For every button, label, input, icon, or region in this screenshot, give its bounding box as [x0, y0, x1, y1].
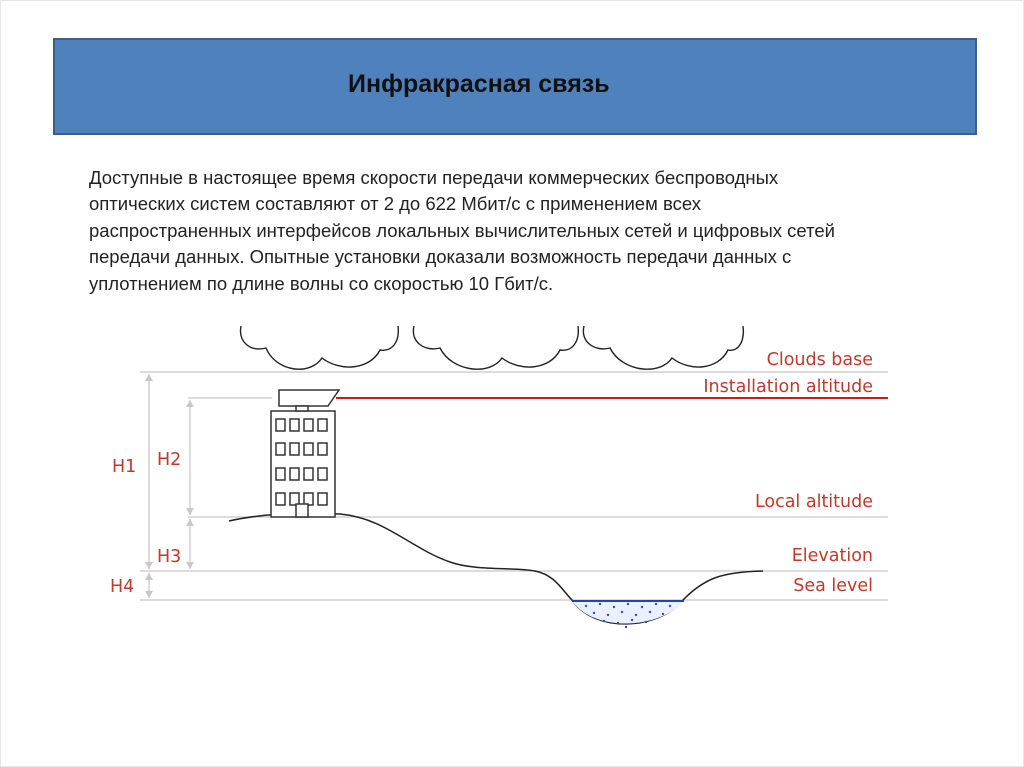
building-door	[296, 504, 308, 517]
slide-title: Инфракрасная связь	[348, 70, 610, 98]
h2-label: H2	[157, 450, 182, 470]
building-icon	[271, 390, 339, 517]
h1-label: H1	[112, 457, 137, 477]
cloud	[583, 326, 743, 369]
local-altitude-label: Local altitude	[754, 492, 873, 512]
installation-altitude-label: Installation altitude	[703, 377, 873, 397]
body-line: Доступные в настоящее время скорости передачи коммерческих беспроводных	[89, 167, 779, 188]
cloud	[413, 326, 578, 369]
body-line: уплотнением по длине волны со скоростью 10 Гбит/с.	[89, 272, 554, 294]
body-line: передачи данных. Опытные установки доказали возможность передачи данных с	[89, 246, 792, 268]
h4-label: H4	[110, 577, 135, 597]
clouds-base-label: Clouds base	[766, 350, 873, 370]
body-line: распространенных интерфейсов локальных вычислительных сетей и цифровых сетей	[89, 219, 835, 241]
transceiver-icon	[279, 390, 339, 406]
clouds	[241, 326, 744, 369]
sea-level-label: Sea level	[793, 576, 873, 596]
cloud	[241, 326, 399, 369]
terrain-line	[229, 513, 763, 624]
body-line: оптических систем составляют от 2 до 622 Мбит/с с применением всех	[89, 193, 701, 215]
h3-label: H3	[157, 547, 182, 567]
level-lines	[140, 372, 888, 600]
elevation-label: Elevation	[791, 546, 873, 566]
